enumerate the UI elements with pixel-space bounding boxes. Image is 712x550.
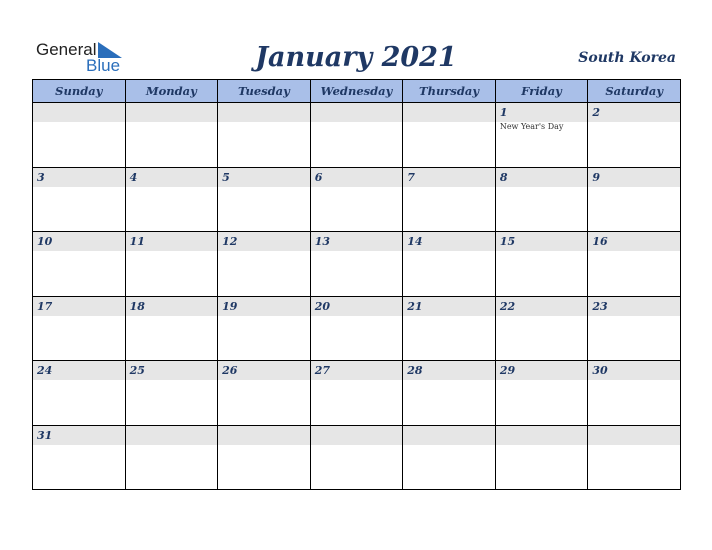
- day-number: 25: [126, 361, 218, 380]
- day-cell: [218, 296, 311, 361]
- day-cell: [310, 167, 403, 232]
- day-number: [588, 426, 680, 445]
- day-number: 21: [403, 297, 495, 316]
- day-cell: [495, 232, 588, 297]
- day-cell: [495, 167, 588, 232]
- weekday-friday: Friday: [495, 80, 588, 103]
- day-cell: [125, 232, 218, 297]
- weekday-saturday: Saturday: [588, 80, 681, 103]
- day-cell: [495, 361, 588, 426]
- country-label: South Korea: [578, 50, 676, 66]
- day-cell: [403, 167, 496, 232]
- day-number: 4: [126, 168, 218, 187]
- day-number: [311, 426, 403, 445]
- day-number: 30: [588, 361, 680, 380]
- weekday-tuesday: Tuesday: [218, 80, 311, 103]
- day-cell: [310, 361, 403, 426]
- day-number: 7: [403, 168, 495, 187]
- day-number: [496, 426, 588, 445]
- day-cell: [125, 296, 218, 361]
- day-number: 9: [588, 168, 680, 187]
- day-number: 12: [218, 232, 310, 251]
- day-number: 17: [33, 297, 125, 316]
- day-cell: [588, 361, 681, 426]
- week-row: [33, 296, 681, 361]
- day-cell: [218, 425, 311, 490]
- week-row: [33, 361, 681, 426]
- day-number: 22: [496, 297, 588, 316]
- day-number: 2: [588, 103, 680, 122]
- weekday-sunday: Sunday: [33, 80, 126, 103]
- day-cell: [588, 103, 681, 168]
- day-number: 8: [496, 168, 588, 187]
- day-cell: [218, 103, 311, 168]
- day-number: [33, 103, 125, 122]
- weekday-thursday: Thursday: [403, 80, 496, 103]
- day-cell: [33, 232, 126, 297]
- day-number: 1: [496, 103, 588, 122]
- day-number: [311, 103, 403, 122]
- day-number: 16: [588, 232, 680, 251]
- day-number: 13: [311, 232, 403, 251]
- day-number: [403, 103, 495, 122]
- day-cell: [218, 167, 311, 232]
- day-number: 27: [311, 361, 403, 380]
- day-number: 5: [218, 168, 310, 187]
- day-number: 24: [33, 361, 125, 380]
- day-number: 26: [218, 361, 310, 380]
- week-row: [33, 167, 681, 232]
- day-cell: [403, 425, 496, 490]
- day-cell: [33, 296, 126, 361]
- weekday-header-row: [33, 80, 681, 103]
- day-number: 31: [33, 426, 125, 445]
- day-number: 6: [311, 168, 403, 187]
- logo-word-blue: Blue: [86, 56, 121, 75]
- day-cell: [495, 296, 588, 361]
- day-cell: [403, 296, 496, 361]
- day-cell: [588, 296, 681, 361]
- day-cell: [218, 232, 311, 297]
- day-cell: [588, 425, 681, 490]
- day-number: 10: [33, 232, 125, 251]
- day-cell: [310, 232, 403, 297]
- week-row: [33, 425, 681, 490]
- day-cell: [403, 361, 496, 426]
- day-cell: [495, 103, 588, 168]
- day-cell: [310, 296, 403, 361]
- day-cell: [33, 361, 126, 426]
- day-cell: [310, 425, 403, 490]
- day-cell: [588, 167, 681, 232]
- day-number: 28: [403, 361, 495, 380]
- weekday-monday: Monday: [125, 80, 218, 103]
- day-number: [126, 103, 218, 122]
- weekday-wednesday: Wednesday: [310, 80, 403, 103]
- day-cell: [218, 361, 311, 426]
- calendar-grid: [32, 79, 681, 490]
- day-cell: [403, 232, 496, 297]
- logo-word-general: General: [36, 40, 97, 59]
- day-number: 29: [496, 361, 588, 380]
- day-cell: [33, 425, 126, 490]
- week-row: [33, 103, 681, 168]
- day-cell: [310, 103, 403, 168]
- week-row: [33, 232, 681, 297]
- day-number: 20: [311, 297, 403, 316]
- day-number: [126, 426, 218, 445]
- day-cell: [125, 425, 218, 490]
- day-number: [403, 426, 495, 445]
- day-number: [218, 103, 310, 122]
- holiday-label: New Year's Day: [499, 122, 564, 131]
- day-number: 14: [403, 232, 495, 251]
- calendar-title: January 2021: [255, 42, 457, 73]
- day-cell: [33, 103, 126, 168]
- day-cell: [33, 167, 126, 232]
- day-number: 18: [126, 297, 218, 316]
- day-cell: [403, 103, 496, 168]
- day-number: [218, 426, 310, 445]
- day-number: 19: [218, 297, 310, 316]
- day-number: 3: [33, 168, 125, 187]
- day-cell: [588, 232, 681, 297]
- day-number: 15: [496, 232, 588, 251]
- day-cell: [495, 425, 588, 490]
- day-cell: [125, 103, 218, 168]
- day-cell: [125, 167, 218, 232]
- day-cell: [125, 361, 218, 426]
- day-number: 23: [588, 297, 680, 316]
- day-number: 11: [126, 232, 218, 251]
